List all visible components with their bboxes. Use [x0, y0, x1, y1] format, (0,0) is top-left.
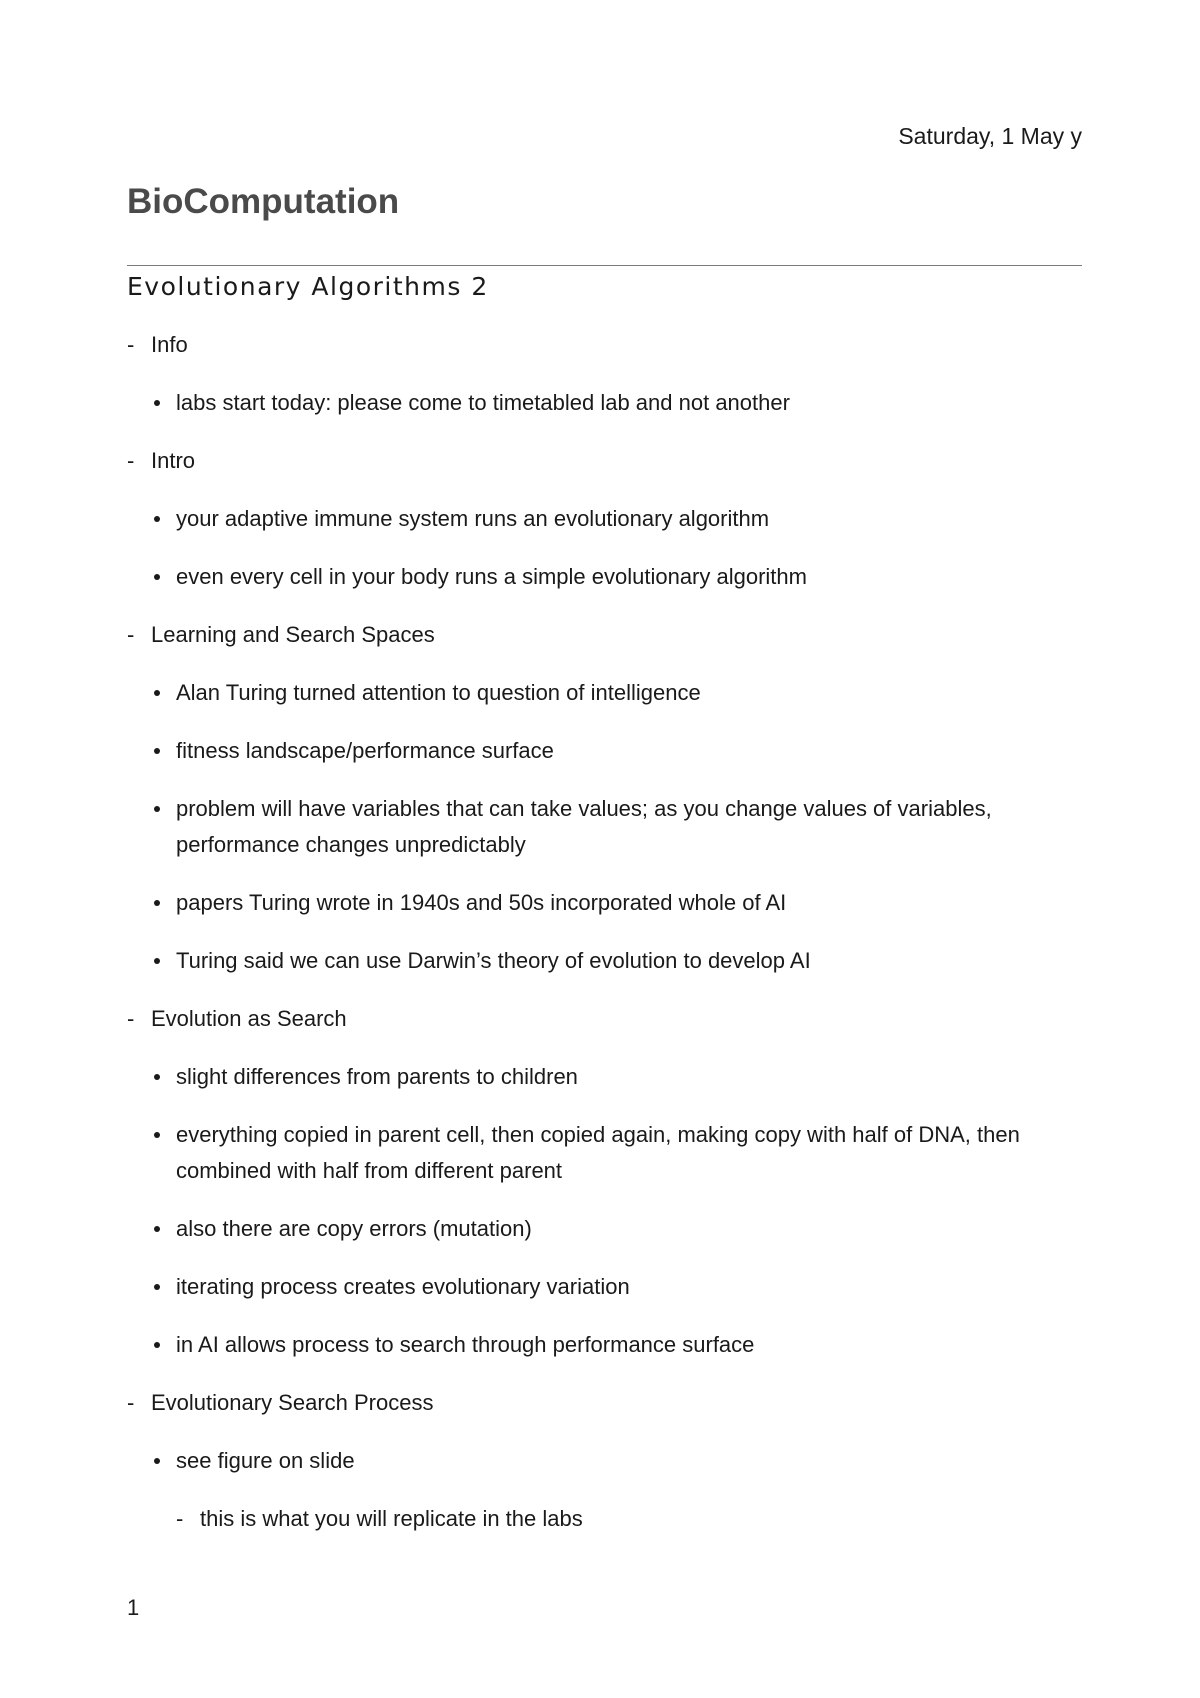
- topic-label: Evolution as Search: [151, 1006, 347, 1031]
- bullet-dot-icon: [154, 1132, 160, 1138]
- bullet-item: [151, 1211, 1082, 1247]
- dash-marker: -: [127, 332, 135, 357]
- bullet-list: [151, 675, 1082, 979]
- bullet-dot-icon: [154, 1284, 160, 1290]
- bullet-item: [151, 1327, 1082, 1363]
- bullet-item: [151, 943, 1082, 979]
- bullet-item: [151, 1117, 1082, 1189]
- bullet-text: everything copied in parent cell, then copied again, making copy with half of DNA, then combined with half from different parent: [176, 1122, 1020, 1183]
- bullet-dot-icon: [154, 1226, 160, 1232]
- bullet-text: Turing said we can use Darwin’s theory of evolution to develop AI: [176, 948, 811, 973]
- bullet-text: also there are copy errors (mutation): [176, 1216, 532, 1241]
- topic-learning-search-spaces: [127, 617, 1082, 979]
- dash-marker: -: [127, 448, 135, 473]
- bullet-dot-icon: [154, 748, 160, 754]
- sub-bullet-item: [176, 1501, 1082, 1537]
- bullet-item: [151, 385, 1082, 421]
- topic-info: [127, 327, 1082, 421]
- bullet-item: [151, 1269, 1082, 1305]
- bullet-dot-icon: [154, 574, 160, 580]
- bullet-text: labs start today: please come to timetabled lab and not another: [176, 390, 790, 415]
- bullet-item: [151, 885, 1082, 921]
- bullet-item: [151, 501, 1082, 537]
- bullet-item: [151, 791, 1082, 863]
- bullet-list: [151, 385, 1082, 421]
- bullet-text: slight differences from parents to children: [176, 1064, 578, 1089]
- bullet-text: see figure on slide: [176, 1448, 355, 1473]
- bullet-item: [151, 559, 1082, 595]
- bullet-dot-icon: [154, 900, 160, 906]
- topic-label: Learning and Search Spaces: [151, 622, 435, 647]
- topic-label: Evolutionary Search Process: [151, 1390, 434, 1415]
- bullet-dot-icon: [154, 1074, 160, 1080]
- bullet-dot-icon: [154, 690, 160, 696]
- bullet-text: Alan Turing turned attention to question of intelligence: [176, 680, 701, 705]
- bullet-item: [151, 733, 1082, 769]
- sub-bullet-list: [176, 1501, 1082, 1537]
- bullet-list: [151, 1443, 1082, 1537]
- bullet-list: [151, 1059, 1082, 1363]
- dash-marker: -: [176, 1506, 184, 1531]
- section-title: Evolutionary Algorithms 2: [127, 272, 489, 301]
- dash-marker: -: [127, 1390, 135, 1415]
- page-number: 1: [127, 1595, 140, 1620]
- bullet-text: papers Turing wrote in 1940s and 50s incorporated whole of AI: [176, 890, 787, 915]
- title-divider: [127, 265, 1082, 266]
- bullet-text: problem will have variables that can take values; as you change values of variables, performance changes unpredictably: [176, 796, 992, 857]
- bullet-text: iterating process creates evolutionary variation: [176, 1274, 630, 1299]
- bullet-dot-icon: [154, 958, 160, 964]
- bullet-text: even every cell in your body runs a simple evolutionary algorithm: [176, 564, 807, 589]
- bullet-list: [151, 501, 1082, 595]
- topic-evolution-as-search: [127, 1001, 1082, 1363]
- document-date: Saturday, 1 May y: [898, 123, 1082, 149]
- dash-marker: -: [127, 622, 135, 647]
- bullet-dot-icon: [154, 1342, 160, 1348]
- bullet-item: [151, 675, 1082, 711]
- bullet-text: your adaptive immune system runs an evolutionary algorithm: [176, 506, 770, 531]
- topic-label: Info: [151, 332, 188, 357]
- topic-evolutionary-search-process: [127, 1385, 1082, 1537]
- document-title: BioComputation: [127, 182, 400, 221]
- bullet-item: [151, 1059, 1082, 1095]
- bullet-dot-icon: [154, 1458, 160, 1464]
- topic-label: Intro: [151, 448, 196, 473]
- topic-intro: [127, 443, 1082, 595]
- bullet-dot-icon: [154, 400, 160, 406]
- bullet-dot-icon: [154, 806, 160, 812]
- bullet-item: [151, 1443, 1082, 1537]
- bullet-text: in AI allows process to search through performance surface: [176, 1332, 755, 1357]
- bullet-text: fitness landscape/performance surface: [176, 738, 554, 763]
- notes-outline: [127, 327, 1082, 1559]
- dash-marker: -: [127, 1006, 135, 1031]
- sub-bullet-text: this is what you will replicate in the labs: [200, 1506, 583, 1531]
- bullet-dot-icon: [154, 516, 160, 522]
